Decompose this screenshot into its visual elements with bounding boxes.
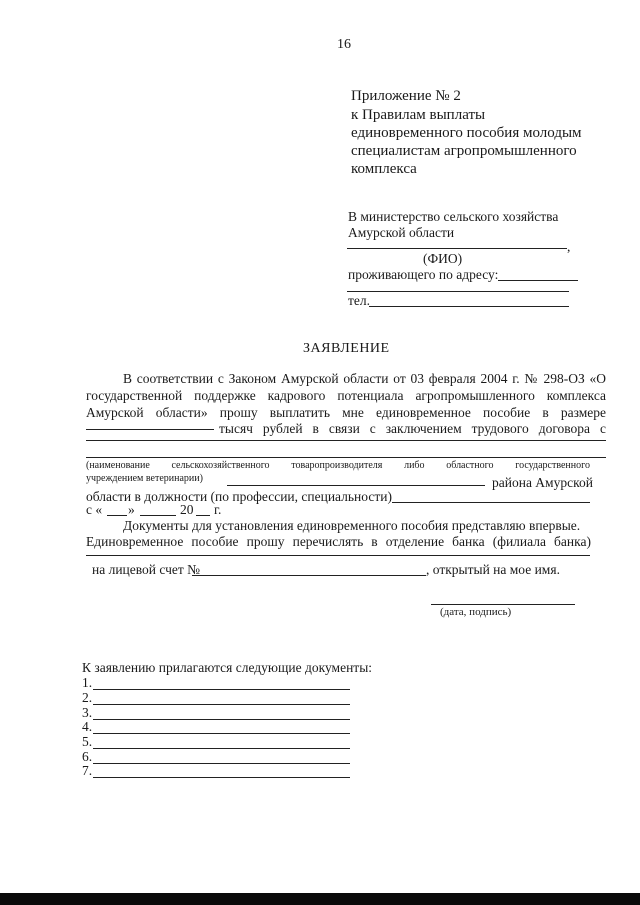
attachment-field-line-1[interactable]	[93, 689, 350, 690]
body-line-4: тысяч рублей в связи с заключением трудового договора с	[219, 421, 606, 436]
signature-caption: (дата, подпись)	[440, 606, 512, 618]
phone-field-line[interactable]	[369, 306, 569, 307]
list-item: 1.	[82, 675, 93, 690]
date-quote: »	[128, 502, 135, 517]
appendix-line-2: единовременного пособия молодым	[351, 125, 582, 141]
bank-field-line[interactable]	[86, 555, 590, 556]
address-field-line-2[interactable]	[347, 291, 569, 292]
statement-heading: ЗАЯВЛЕНИЕ	[303, 341, 390, 356]
page-number: 16	[337, 37, 351, 52]
employer-field-line-2[interactable]	[86, 457, 606, 458]
body-line-3: Амурской области» прошу выплатить мне единовременное пособие в размере	[86, 405, 606, 420]
year-prefix: 20	[180, 502, 194, 517]
year-suffix: г.	[214, 502, 222, 517]
attachment-field-line-6[interactable]	[93, 763, 350, 764]
attachment-field-line-7[interactable]	[93, 777, 350, 778]
employer-field-line-1[interactable]	[86, 440, 606, 441]
first-time-text: Документы для установления единовременного пособия представляю впервые.	[123, 518, 581, 533]
addressee-line-1: В министерство сельского хозяйства	[348, 209, 559, 224]
scan-edge-bar	[0, 893, 640, 905]
body-line-1: В соответствии с Законом Амурской области от 03 февраля 2004 г. № 298-ОЗ «О	[123, 371, 606, 386]
district-text: района Амурской	[492, 475, 593, 490]
list-item: 7.	[82, 763, 93, 778]
fio-field-line[interactable]	[347, 248, 567, 249]
position-text: области в должности (по профессии, специальности)	[86, 489, 392, 504]
account-suffix: , открытый на мое имя.	[426, 562, 560, 577]
list-item: 2.	[82, 690, 93, 705]
attachment-field-line-2[interactable]	[93, 704, 350, 705]
appendix-line-1: к Правилам выплаты	[351, 107, 486, 123]
address-field-line[interactable]	[498, 280, 578, 281]
attachment-field-line-3[interactable]	[93, 719, 350, 720]
employer-caption-1: (наименование сельскохозяйственного товаропроизводителя либо областного государственного	[86, 460, 590, 471]
month-field-line[interactable]	[140, 515, 176, 516]
fio-comma: ,	[567, 239, 571, 254]
attachment-field-line-4[interactable]	[93, 733, 350, 734]
phone-label: тел.	[348, 293, 371, 308]
list-item: 6.	[82, 749, 93, 764]
list-item: 4.	[82, 719, 93, 734]
attachment-field-line-5[interactable]	[93, 748, 350, 749]
amount-field-line[interactable]	[86, 429, 214, 430]
appendix-line-4: комплекса	[351, 161, 417, 177]
transfer-text: Единовременное пособие прошу перечислять в отделение банка (филиала банка)	[86, 534, 591, 549]
date-from: с «	[86, 502, 103, 517]
list-item: 3.	[82, 705, 93, 720]
body-line-2: государственной поддержке кадрового потенциала агропромышленного комплекса	[86, 388, 606, 403]
district-field-line[interactable]	[227, 485, 485, 486]
year-field-line[interactable]	[196, 515, 210, 516]
account-field-line[interactable]	[192, 575, 426, 576]
list-item: 5.	[82, 734, 93, 749]
residence-label: проживающего по адресу:	[348, 267, 499, 282]
addressee-line-2: Амурской области	[348, 225, 455, 240]
position-field-line[interactable]	[392, 502, 590, 503]
fio-caption: (ФИО)	[423, 251, 463, 266]
attachments-title: К заявлению прилагаются следующие документы:	[82, 660, 373, 675]
signature-field-line[interactable]	[431, 604, 575, 605]
appendix-title: Приложение № 2	[351, 88, 461, 104]
day-field-line[interactable]	[107, 515, 127, 516]
account-label: на лицевой счет №	[92, 562, 201, 577]
employer-caption-2: учреждением ветеринарии)	[86, 473, 203, 484]
appendix-line-3: специалистам агропромышленного	[351, 143, 577, 159]
